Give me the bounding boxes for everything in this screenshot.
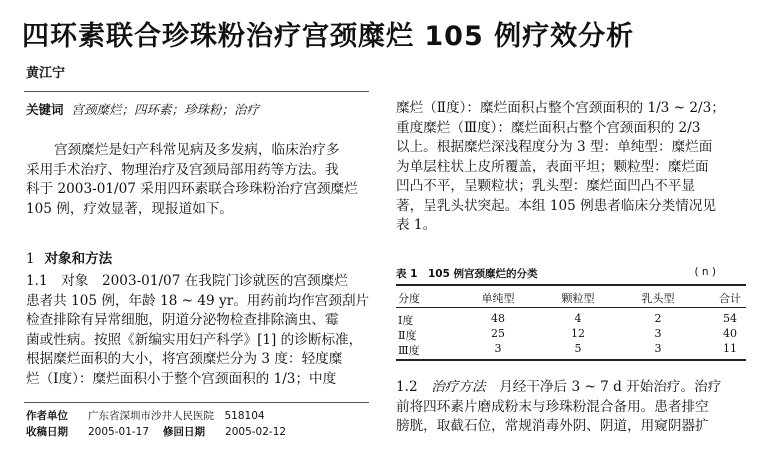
intro-line: 科于 2003-01/07 采用四环素联合珍珠粉治疗宫颈糜烂 [26, 181, 358, 197]
section-number: 1 [26, 251, 35, 267]
table-cell: 48 [491, 312, 505, 325]
table-header-row [396, 290, 746, 306]
table-header-cell: 颗粒型 [561, 292, 595, 305]
body-text: 月经干净后 3 ~ 7 d 开始治疗。治疗 [499, 379, 722, 395]
table-cell: 3 [654, 327, 662, 340]
subsection-1-2 [396, 378, 744, 437]
keywords [26, 100, 259, 118]
dates [26, 424, 286, 439]
table-cell: 4 [574, 312, 582, 325]
body-line: 膀胱，取截石位，常规消毒外阴、阴道，用窥阴器扩 [396, 418, 709, 434]
author-affiliation [26, 408, 265, 423]
subsection-heading: 治疗方法 [431, 379, 486, 395]
author-name: 黄江宁 [26, 66, 66, 81]
received-label: 收稿日期 [26, 426, 68, 438]
table-cell: 25 [491, 327, 505, 340]
table-cell: Ⅰ度 [398, 314, 414, 327]
body-line: 1.1 对象 2003-01/07 在我院门诊就医的宫颈糜烂 [26, 273, 348, 289]
body-line: 菌或性病。按照《新编实用妇产科学》[1] 的诊断标准， [26, 331, 363, 348]
table-header-rule [396, 307, 746, 308]
table-bottom-rule [396, 359, 746, 361]
body-line: 表 1。 [396, 217, 437, 233]
intro-line: 采用手术治疗、物理治疗及宫颈局部用药等方法。我 [26, 161, 339, 178]
subsection-1-1 [26, 272, 371, 389]
table-cell: 2 [654, 312, 662, 325]
body-line: 烂（Ⅰ度）：糜烂面积小于整个宫颈面积的 1/3；中度 [26, 370, 337, 387]
table-unit: ( n ) [694, 266, 716, 278]
right-column-paragraph [396, 99, 744, 236]
table-cell: Ⅱ度 [398, 329, 417, 342]
table-cell: Ⅲ度 [398, 344, 420, 357]
body-line: 患者共 105 例，年龄 18 ~ 49 yr。用药前均作宫颈刮片 [26, 292, 370, 309]
table-cell: 54 [723, 312, 737, 325]
subsection-number: 1.2 [396, 379, 418, 395]
body-line: 前将四环素片磨成粉末与珍珠粉混合备用。患者排空 [396, 398, 709, 415]
revised-date: 2005-02-12 [225, 426, 287, 438]
header-divider [24, 91, 369, 92]
body-line: 检查排除有异常细胞，阴道分泌物检查排除滴虫、霉 [26, 312, 339, 328]
body-line [396, 378, 744, 398]
section-title: 对象和方法 [44, 251, 113, 267]
body-line: 重度糜烂（Ⅲ度）：糜烂面积占整个宫颈面积的 2/3 [396, 119, 701, 136]
table-row [396, 327, 746, 343]
table-cell: 3 [654, 342, 662, 355]
body-line: 著，呈乳头状突起。本组 105 例患者临床分类情况见 [396, 197, 717, 214]
table-row [396, 312, 746, 328]
body-line: 凹凸不平，呈颗粒状；乳头型：糜烂面凹凸不平显 [396, 178, 696, 194]
body-line: 糜烂（Ⅱ度）：糜烂面积占整个宫颈面积的 1/3 ~ 2/3； [396, 100, 725, 116]
keywords-label: 关键词 [26, 102, 64, 117]
intro-line: 105 例，疗效显著，现报道如下。 [26, 200, 233, 217]
table-cell: 11 [723, 342, 737, 355]
table-cell: 40 [723, 327, 737, 340]
table-row [396, 342, 746, 358]
table-header-cell: 乳头型 [641, 292, 675, 305]
table-header-cell: 合计 [719, 292, 741, 305]
table-cell: 5 [574, 342, 582, 355]
article-title: 四环素联合珍珠粉治疗宫颈糜烂 105 例疗效分析 [22, 21, 635, 52]
footer-divider [24, 402, 369, 403]
table-top-rule [396, 284, 746, 286]
received-date: 2005-01-17 [88, 426, 150, 438]
table-header-cell: 单纯型 [481, 292, 515, 305]
table-caption [396, 266, 746, 281]
table-cell: 12 [571, 327, 585, 340]
affiliation-label: 作者单位 [26, 410, 68, 422]
body-line: 根据糜烂面积的大小，将宫颈糜烂分为 3 度：轻度糜 [26, 351, 343, 367]
keywords-value: 宫颈糜烂；四环素；珍珠粉；治疗 [71, 102, 260, 117]
intro-paragraph [26, 141, 371, 219]
table-title: 表 1 105 例宫颈糜烂的分类 [396, 268, 538, 280]
revised-label: 修回日期 [163, 426, 206, 438]
table-cell: 3 [494, 342, 502, 355]
section-heading [26, 247, 112, 267]
affiliation-value: 广东省深圳市沙井人民医院 518104 [88, 410, 265, 422]
body-line: 为单层柱状上皮所覆盖，表面平坦；颗粒型：糜烂面 [396, 158, 709, 175]
body-line: 以上。根据糜烂深浅程度分为 3 型：单纯型：糜烂面 [396, 139, 713, 155]
intro-line: 宫颈糜烂是妇产科常见病及多发病，临床治疗多 [54, 142, 340, 158]
table-header-cell: 分度 [398, 292, 420, 305]
